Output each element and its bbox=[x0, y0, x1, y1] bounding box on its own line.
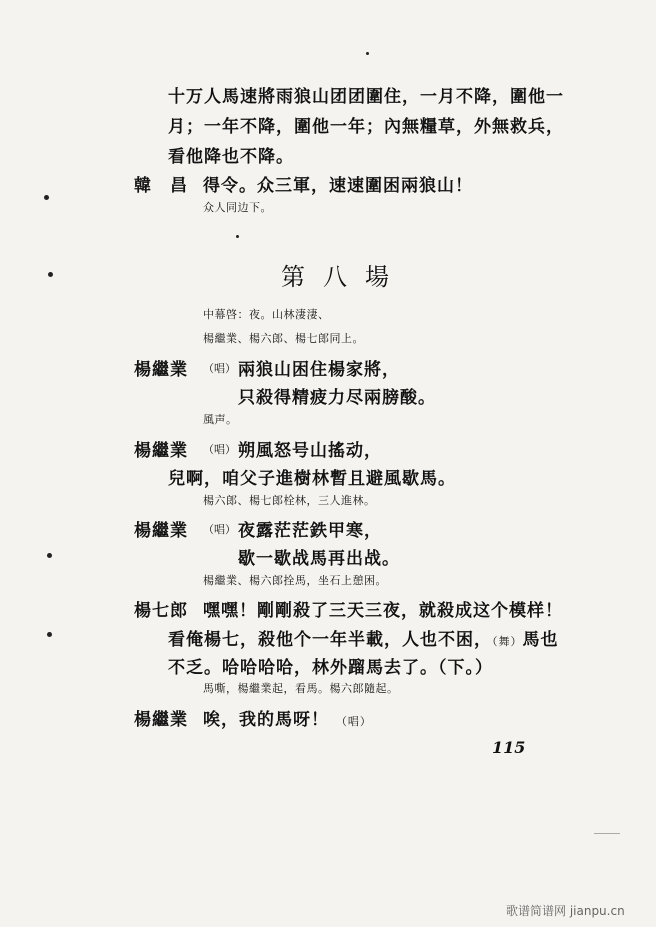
text-segment: 唉，我的馬呀！ bbox=[203, 710, 329, 730]
page-number: 115 bbox=[492, 738, 526, 757]
ink-speck bbox=[47, 553, 52, 558]
text-line: 兒啊，咱父子進樹林暫且避風歇馬。 bbox=[168, 469, 456, 489]
speaker-name: 楊七郎 bbox=[134, 601, 188, 621]
watermark: 歌谱简谱网 jianpu.cn bbox=[506, 904, 625, 918]
text-line: 夜露茫茫鉄甲寒， bbox=[238, 521, 382, 541]
text-segment: 看俺楊七，殺他个一年半載，人也不困， bbox=[168, 630, 492, 650]
text-line: 歇一歇战馬再出战。 bbox=[238, 549, 400, 569]
ink-speck bbox=[44, 195, 49, 200]
ink-speck bbox=[48, 272, 53, 277]
stage-direction: 馬嘶，楊繼業起，看馬。楊六郎隨起。 bbox=[203, 682, 399, 695]
sing-note: （唱） bbox=[335, 715, 372, 728]
scene-title: 第八場 bbox=[281, 263, 407, 291]
sing-note: （唱） bbox=[203, 362, 236, 375]
speaker-name: 韓 昌 bbox=[134, 176, 188, 196]
text-line: 看他降也不降。 bbox=[168, 147, 294, 167]
text-segment: 馬也 bbox=[522, 630, 559, 650]
stage-direction: 楊六郎、楊七郎栓林，三人進林。 bbox=[203, 494, 376, 507]
ink-speck bbox=[47, 632, 52, 637]
sing-note: （唱） bbox=[203, 443, 236, 456]
ink-speck bbox=[366, 52, 369, 55]
text-line: 嘿嘿！剛剛殺了三天三夜，就殺成这个模样！ bbox=[203, 601, 563, 621]
speaker-name: 楊繼業 bbox=[134, 441, 188, 461]
text-line: 得令。众三軍，速速圍困兩狼山！ bbox=[203, 176, 473, 196]
speaker-name: 楊繼業 bbox=[134, 521, 188, 541]
text-line bbox=[203, 705, 372, 730]
stage-direction: 众人同边下。 bbox=[203, 201, 272, 214]
text-line: 十万人馬速將雨狼山团团圍住，一月不降，圍他一 bbox=[168, 87, 564, 107]
speaker-name: 楊繼業 bbox=[134, 710, 188, 730]
text-line: 月；一年不降，圍他一年；內無糧草，外無救兵， bbox=[168, 117, 564, 137]
text-line: 兩狼山困住楊家將， bbox=[238, 360, 400, 380]
dance-note: （舞） bbox=[492, 635, 523, 648]
text-line: 只殺得精疲力尽兩膀酸。 bbox=[238, 388, 436, 408]
stage-direction: 楊繼業、楊六郎拴馬，坐石上憩困。 bbox=[203, 574, 387, 587]
scan-mark bbox=[594, 833, 620, 834]
text-line: 朔風怒号山搖动， bbox=[238, 441, 382, 461]
stage-direction: 楊繼業、楊六郎、楊七郎同上。 bbox=[203, 332, 364, 345]
speaker-name: 楊繼業 bbox=[134, 360, 188, 380]
ink-speck bbox=[236, 235, 239, 238]
sing-note: （唱） bbox=[203, 523, 236, 536]
stage-direction: 中幕啓：夜。山林淒淒、 bbox=[203, 308, 330, 321]
text-line: 不乏。哈哈哈哈，林外蹓馬去了。（下。） bbox=[168, 658, 493, 678]
stage-direction: 風声。 bbox=[203, 413, 238, 426]
text-line bbox=[168, 625, 559, 650]
